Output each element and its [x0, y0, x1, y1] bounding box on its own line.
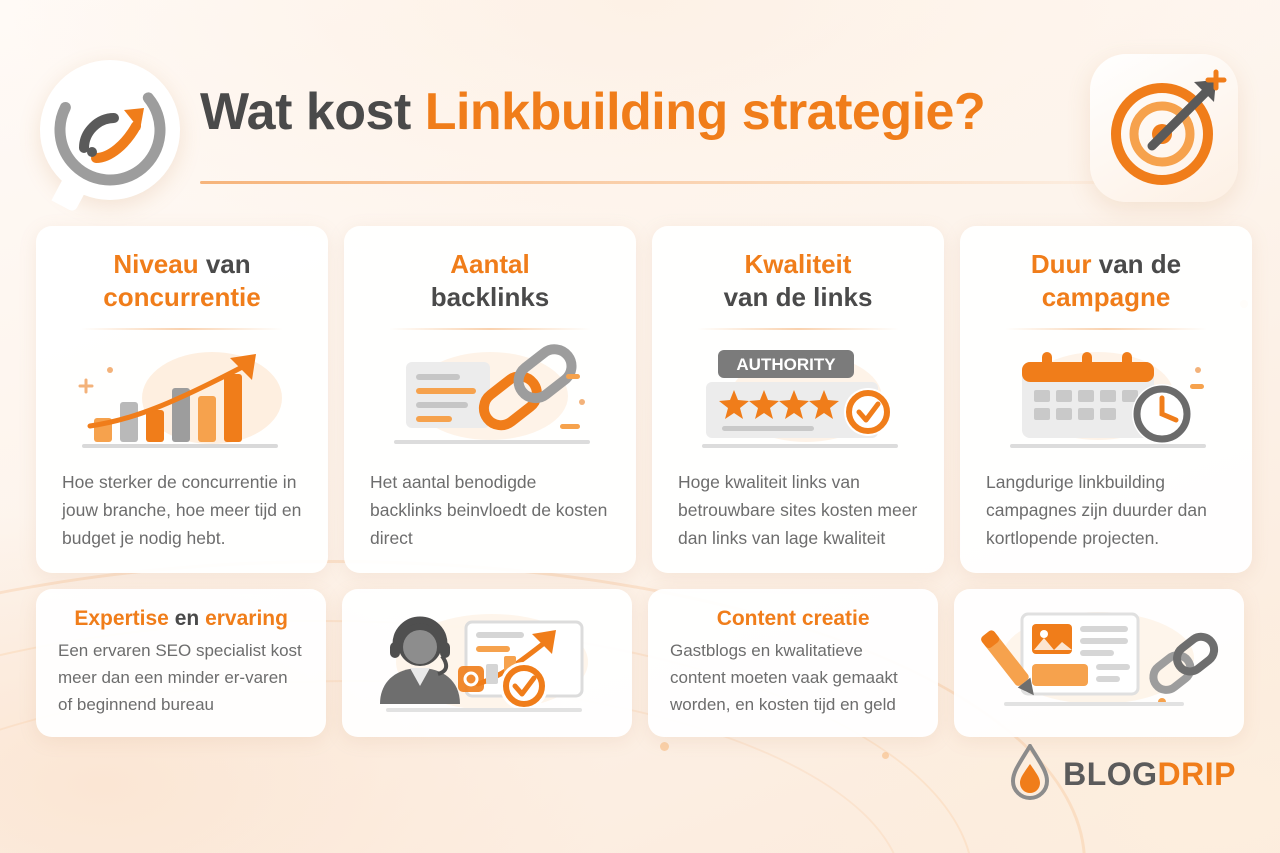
card-title-line2: concurrentie: [103, 281, 261, 312]
card-title-rest: van: [198, 249, 251, 279]
brand-logo: [1007, 744, 1236, 805]
brand-name: [1063, 756, 1236, 793]
card-description: Langdurige linkbuilding campagnes zijn duurder dan kortlopende projecten.: [986, 471, 1207, 549]
cards-grid: [36, 226, 1244, 737]
card-title-line2: van de links: [723, 281, 873, 312]
card-title: [717, 607, 870, 631]
target-badge: [1090, 54, 1238, 202]
card-title-line2: backlinks: [430, 281, 550, 312]
brand-name-part2: DRIP: [1157, 756, 1236, 792]
card-title-accent: Aantal: [450, 249, 530, 279]
card-title-accent: Kwaliteit: [744, 249, 852, 279]
card-concurrentie[interactable]: [36, 226, 328, 573]
card-title: [370, 248, 610, 314]
card-description: Hoe sterker de concurrentie in jouw branche, hoe meer tijd en budget je nodig hebt.: [62, 471, 302, 549]
decorative-dot: [882, 752, 889, 759]
calendar-clock-icon: [986, 340, 1226, 456]
authority-rating-badge-icon: [678, 340, 918, 456]
card-title: [986, 248, 1226, 314]
chain-link-document-icon: [370, 340, 610, 456]
card-divider: [389, 328, 591, 330]
card-title: [74, 607, 288, 631]
target-arrow-icon: [1090, 189, 1238, 206]
seo-specialist-headset-icon: [362, 600, 612, 725]
card-title-rest: van de: [1091, 249, 1182, 279]
card-title: [62, 248, 302, 314]
growth-bar-chart-icon: [62, 340, 302, 456]
content-editing-pencil-icon: [974, 600, 1224, 725]
card-description: Gastblogs en kwalitatieve content moeten vaak gemaakt worden, en kosten tijd en geld: [670, 640, 898, 715]
card-content-creatie[interactable]: [648, 589, 938, 737]
cards-row-top: [36, 226, 1244, 573]
card-title-line2: campagne: [1041, 281, 1171, 312]
logo-badge: [40, 60, 180, 200]
authority-badge-label: AUTHORITY: [736, 354, 836, 374]
card-title-accent: Niveau: [113, 249, 199, 279]
card-title-accent: Expertise: [74, 606, 169, 630]
brand-name-part1: BLOG: [1063, 756, 1158, 792]
cards-row-bottom: [36, 589, 1244, 737]
card-title-accent: Content creatie: [716, 606, 870, 630]
decorative-dot: [660, 742, 669, 751]
title-part-1: Wat kost: [200, 83, 425, 141]
card-divider: [697, 328, 899, 330]
card-title-rest: en: [168, 606, 206, 630]
blogdrip-droplet-icon: [1007, 744, 1053, 805]
header: [0, 56, 1280, 186]
card-divider: [81, 328, 283, 330]
card-title-accent: Duur: [1030, 249, 1092, 279]
title-highlight: Linkbuilding strategie: [424, 83, 954, 141]
card-duur-campagne[interactable]: [960, 226, 1252, 573]
card-content-illustration[interactable]: [954, 589, 1244, 737]
card-description: Het aantal benodigde backlinks beinvloedt de kosten direct: [370, 471, 608, 549]
header-divider: [200, 181, 1100, 184]
card-expertise[interactable]: [36, 589, 326, 737]
card-aantal-backlinks[interactable]: [344, 226, 636, 573]
page-title: [200, 82, 985, 142]
card-seo-specialist-illustration[interactable]: [342, 589, 632, 737]
card-title: [678, 248, 918, 314]
card-divider: [1005, 328, 1207, 330]
card-title-accent-2: ervaring: [205, 606, 288, 630]
link-arrow-logo-icon: [40, 187, 180, 204]
card-description: Een ervaren SEO specialist kost meer dan een minder er-varen of beginnend bureau: [58, 640, 302, 715]
card-kwaliteit-links[interactable]: [652, 226, 944, 573]
title-question-mark: ?: [953, 83, 986, 141]
card-description: Hoge kwaliteit links van betrouwbare sites kosten meer dan links van lage kwaliteit: [678, 471, 918, 549]
